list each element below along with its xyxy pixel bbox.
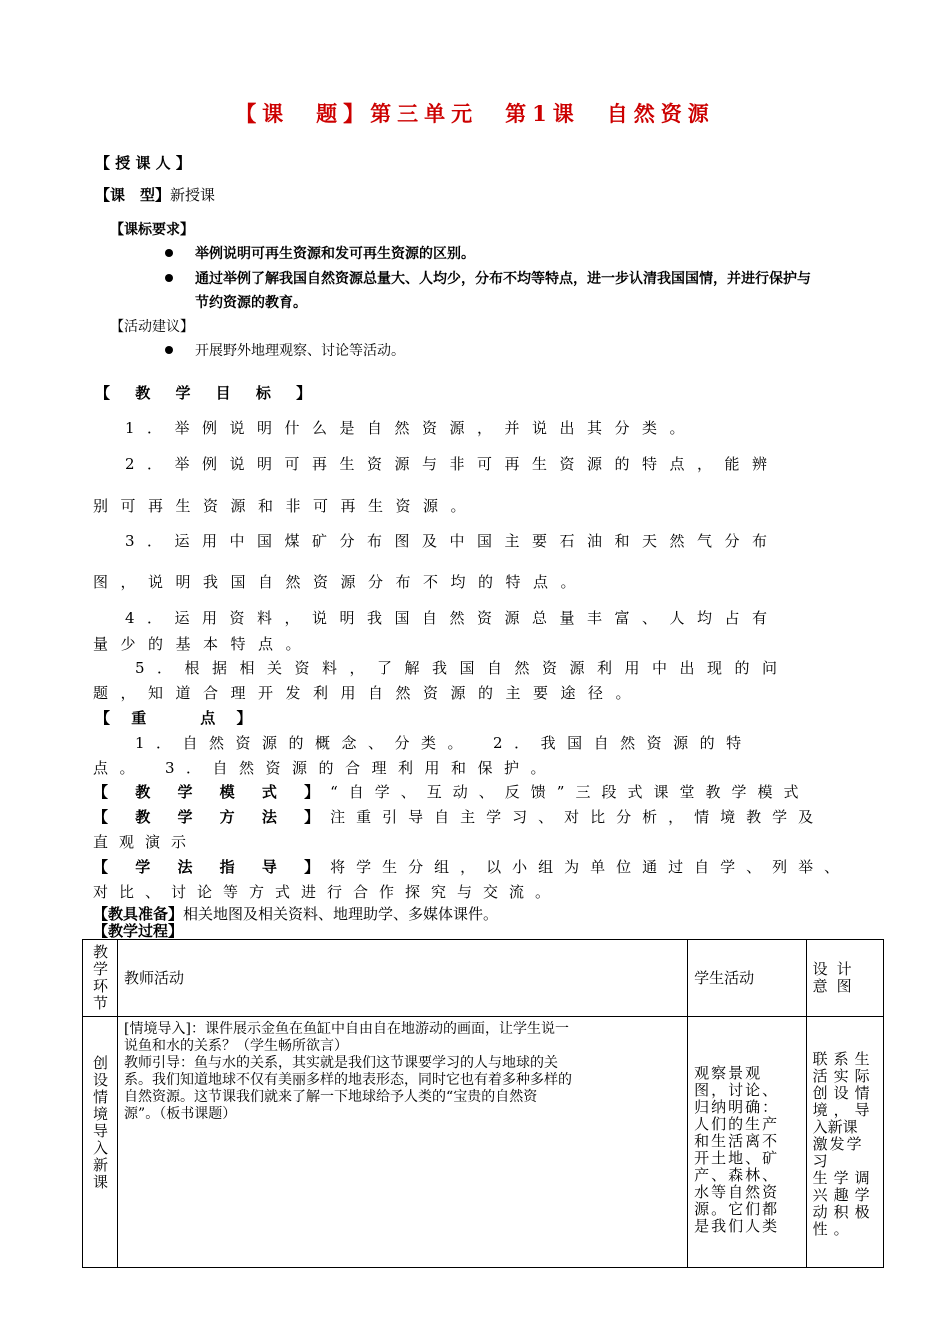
student-line: 观察景观	[694, 1064, 763, 1082]
objective-line: 图，说明我国自然资源分布不均的特点。	[93, 573, 589, 591]
process-label: 【教学过程】	[93, 922, 184, 940]
student-line: 和生活离不	[694, 1132, 780, 1150]
keypoints-label: 【 重 点 】	[95, 709, 260, 727]
table-row	[83, 1017, 884, 1268]
objective-line: 1．举例说明什么是自然资源，并说出其分类。	[125, 419, 698, 437]
header-design: 设计意图	[806, 940, 883, 1017]
keypoints-line: 1．自然资源的概念、分类。 2．我国自然资源的特	[135, 734, 753, 752]
student-line: 开土地、矿	[694, 1149, 780, 1167]
design-intent-cell	[806, 1017, 883, 1268]
course-type-label: 【课 型】	[95, 186, 171, 204]
design-line: 入新课	[812, 1118, 858, 1136]
table-header-row	[83, 940, 884, 1017]
study-guide-value: 将学生分组，以小组为单位通过自学、列举、	[330, 858, 851, 876]
study-guide-label: 【 学 法 指 导 】	[93, 858, 331, 876]
objective-line: 3．运用中国煤矿分布图及中国主要石油和天然气分布	[125, 532, 780, 550]
design-line: 境，导	[812, 1101, 876, 1119]
teacher-label: 【 授 课 人 】	[95, 154, 191, 172]
design-line: 性。	[812, 1220, 855, 1238]
student-line: 图，讨论、	[694, 1081, 780, 1099]
teaching-process-table	[82, 939, 884, 1268]
student-line: 水等自然资	[694, 1183, 780, 1201]
student-activity-cell	[688, 1017, 807, 1268]
objective-line: 题，知道合理开发利用自然资源的主要途径。	[93, 684, 644, 702]
course-type	[95, 184, 215, 205]
bullet-icon	[165, 249, 173, 257]
teacher-line: 源”。（板书课题）	[124, 1106, 237, 1122]
design-line: 活实际	[812, 1067, 876, 1085]
objectives-label: 【 教 学 目 标 】	[95, 384, 322, 402]
curriculum-item: 举例说明可再生资源和发可再生资源的区别。	[165, 243, 475, 263]
teacher-activity-cell	[118, 1017, 688, 1268]
teacher-line: 教师引导：鱼与水的关系，其实就是我们这节课要学习的人与地球的关	[124, 1055, 559, 1071]
teacher-line: 系。我们知道地球不仅有美丽多样的地表形态，同时它也有着多种多样的	[124, 1072, 573, 1088]
teaching-aids-value: 相关地图及相关资料、地理助学、多媒体课件。	[183, 905, 499, 923]
header-teacher: 教师活动	[118, 940, 688, 1017]
teaching-aids-label: 【教具准备】	[93, 905, 184, 923]
bullet-icon	[165, 274, 173, 282]
student-line: 产、森林、	[694, 1166, 780, 1184]
teaching-mode-label: 【 教 学 模 式 】	[93, 783, 331, 801]
design-line: 兴趣学	[812, 1186, 876, 1204]
student-line: 人们的生产	[694, 1115, 780, 1133]
course-type-value: 新授课	[170, 186, 216, 204]
design-line: 创设情	[812, 1084, 876, 1102]
teaching-mode-value: “自学、互动、反馈”三段式课堂教学模式	[330, 783, 810, 801]
curriculum-item-continued: 节约资源的教育。	[195, 295, 307, 311]
study-guide-continued: 对比、讨论等方式进行合作探究与交流。	[93, 883, 562, 901]
student-line: 归纳明确：	[694, 1098, 780, 1116]
objective-line: 别可再生资源和非可再生资源。	[93, 497, 479, 515]
design-line: 联系生	[812, 1050, 876, 1068]
design-line: 生学调	[812, 1169, 876, 1187]
header-stage: 教学环节	[83, 940, 118, 1017]
activity-label: 【活动建议】	[110, 319, 194, 335]
curriculum-item: 通过举例了解我国自然资源总量大、人均少，分布不均等特点，进一步认清我国国情，并进行保护与	[165, 268, 811, 288]
teaching-method-continued: 直观演示	[93, 833, 198, 851]
bullet-icon	[165, 346, 173, 354]
stage-cell: 创设情境导入新课	[83, 1017, 118, 1268]
objective-line: 2．举例说明可再生资源与非可再生资源的特点，能辨	[125, 455, 780, 473]
teaching-mode	[93, 781, 809, 802]
page-title: 【课 题】第三单元 第1课 自然资源	[235, 101, 715, 126]
student-line: 源。它们都	[694, 1200, 780, 1218]
design-line: 激发学习	[812, 1135, 864, 1170]
objective-line: 5．根据相关资料，了解我国自然资源利用中出现的问	[135, 659, 790, 677]
student-line: 是我们人类	[694, 1217, 780, 1235]
study-guide	[93, 856, 850, 877]
keypoints-line: 点。 3．自然资源的合理利用和保护。	[93, 759, 558, 777]
objective-line: 4．运用资料，说明我国自然资源总量丰富、人均占有	[125, 609, 780, 627]
teaching-method-label: 【 教 学 方 法 】	[93, 808, 331, 826]
teacher-line: [情境导入]：课件展示金鱼在鱼缸中自由自在地游动的画面，让学生说一	[124, 1021, 569, 1037]
curriculum-label: 【课标要求】	[110, 222, 194, 238]
teacher-line: 说鱼和水的关系？（学生畅所欲言）	[124, 1038, 349, 1054]
design-line: 动积极	[812, 1203, 876, 1221]
header-student: 学生活动	[688, 940, 807, 1017]
teaching-method	[93, 806, 824, 827]
objective-line: 量少的基本特点。	[93, 635, 314, 653]
teaching-method-value: 注重引导自主学习、对比分析，情境教学及	[330, 808, 825, 826]
activity-item: 开展野外地理观察、讨论等活动。	[165, 340, 405, 360]
teacher-line: 自然资源。这节课我们就来了解一下地球给予人类的“宝贵的自然资	[124, 1089, 538, 1105]
